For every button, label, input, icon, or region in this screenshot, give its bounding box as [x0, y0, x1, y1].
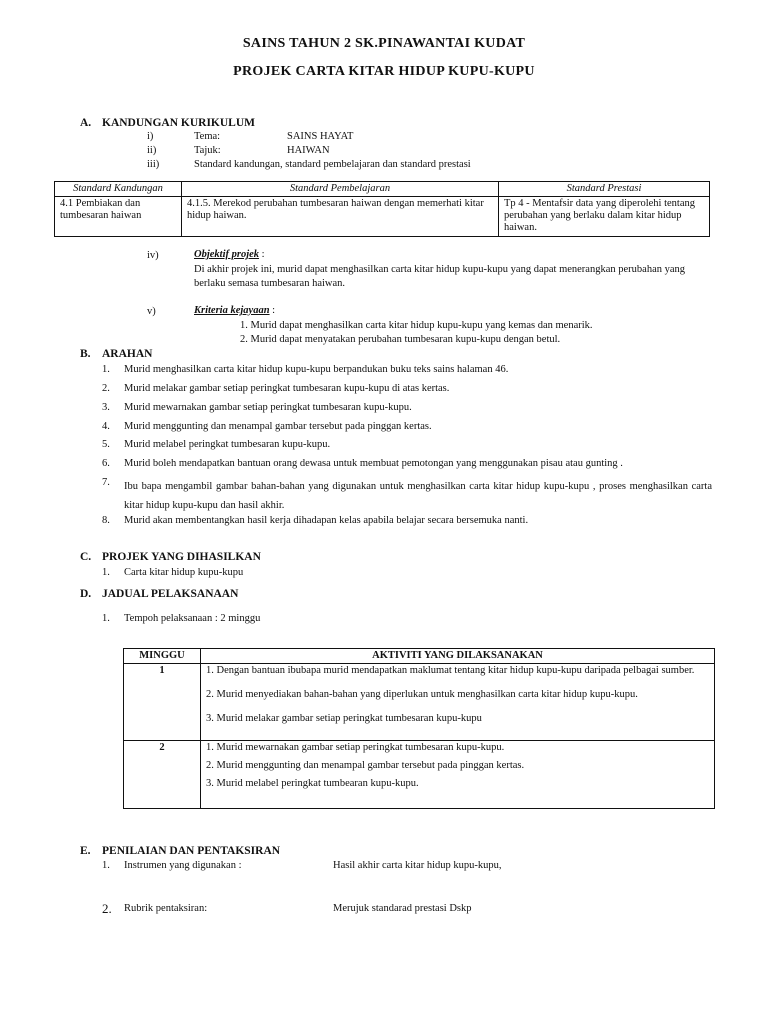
activities-cell [201, 741, 715, 809]
list-item: Carta kitar hidup kupu-kupu [124, 567, 244, 578]
objektif-colon: : [259, 249, 265, 260]
activity-line: 2. Murid menggunting dan menampal gambar tersebut pada pinggan kertas. [206, 760, 525, 771]
list-label: Rubrik pentaksiran: [124, 903, 208, 914]
list-num: 8. [102, 515, 110, 526]
activity-line: 2. Murid menyediakan bahan-bahan yang diperlukan untuk menghasilkan carta kitar hidup kupu-kupu. [206, 689, 638, 700]
list-num: 4. [102, 421, 110, 432]
document-subtitle: PROJEK CARTA KITAR HIDUP KUPU-KUPU [233, 64, 535, 79]
section-c-heading: PROJEK YANG DIHASILKAN [102, 551, 261, 563]
list-num: 1. [102, 567, 110, 578]
list-item: Murid melabel peringkat tumbesaran kupu-kupu. [124, 439, 331, 450]
list-num: 1. [102, 364, 110, 375]
item-value: SAINS HAYAT [287, 131, 354, 142]
activities-cell [201, 664, 715, 741]
item-label: Tema: [194, 131, 221, 142]
kriteria-item: 1. Murid dapat menghasilkan carta kitar hidup kupu-kupu yang kemas dan menarik. [240, 320, 593, 331]
activity-line: 3. Murid melakar gambar setiap peringkat tumbesaran kupu-kupu [206, 713, 482, 724]
activity-line: 1. Dengan bantuan ibubapa murid mendapatkan maklumat tentang kitar hidup kupu-kupu daripada pelbagai sumber. [206, 665, 695, 676]
objektif-text: Di akhir projek ini, murid dapat menghasilkan carta kitar hidup kupu-kupu yang dapat menerangkan perubahan yang berlaku semasa tumbesaran haiwan. [194, 264, 686, 289]
kriteria-heading [194, 305, 275, 316]
list-value: Merujuk standarad prestasi Dskp [333, 903, 472, 914]
objektif-label: Objektif projek [194, 249, 260, 260]
table-header: AKTIVITI YANG DILAKSANAKAN [201, 649, 715, 664]
document-title: SAINS TAHUN 2 SK.PINAWANTAI KUDAT [242, 36, 526, 51]
section-b-heading: ARAHAN [102, 348, 153, 360]
item-label: Tajuk: [194, 145, 221, 156]
standards-table [54, 181, 710, 237]
table-header: Standard Kandungan [55, 182, 182, 197]
list-item: Tempoh pelaksanaan : 2 minggu [124, 613, 261, 624]
section-c-letter: C. [80, 551, 92, 563]
item-num: iii) [147, 159, 160, 170]
list-item: Murid boleh mendapatkan bantuan orang dewasa untuk membuat pemotongan yang menggunakan pisau atau gunting . [124, 458, 623, 469]
item-num: i) [147, 131, 154, 142]
list-item: Murid melakar gambar setiap peringkat tumbesaran kupu-kupu di atas kertas. [124, 383, 450, 394]
list-num: 6. [102, 458, 110, 469]
item-num: v) [147, 306, 156, 317]
objektif-heading [194, 249, 265, 260]
list-num: 1. [102, 613, 110, 624]
schedule-table [123, 648, 715, 809]
section-b-letter: B. [80, 348, 91, 360]
list-num: 2. [102, 383, 110, 394]
kriteria-label: Kriteria kejayaan [194, 305, 270, 316]
list-num: 3. [102, 402, 110, 413]
section-d-letter: D. [80, 588, 92, 600]
activity-line: 3. Murid melabel peringkat tumbearan kupu-kupu. [206, 778, 419, 789]
list-item: Murid menghasilkan carta kitar hidup kupu-kupu berpandukan buku teks sains halaman 46. [124, 364, 509, 375]
table-header: MINGGU [124, 649, 201, 664]
table-header: Standard Prestasi [499, 182, 710, 197]
table-cell: 4.1 Pembiakan dan tumbesaran haiwan [55, 197, 182, 237]
table-cell: 4.1.5. Merekod perubahan tumbesaran haiwan dengan memerhati kitar hidup haiwan. [182, 197, 499, 237]
list-item: Ibu bapa mengambil gambar bahan-bahan yang digunakan untuk menghasilkan carta kitar hidup kupu-kupu , proses menghasilkan carta kitar hidup kupu-kupu dan hasil akhir. [124, 481, 712, 511]
list-num: 5. [102, 439, 110, 450]
kriteria-item: 2. Murid dapat menyatakan perubahan tumbesaran kupu-kupu dengan betul. [240, 334, 561, 345]
list-num: 2. [102, 901, 112, 916]
list-num: 1. [102, 860, 110, 871]
list-num: 7. [102, 477, 110, 488]
table-cell: Tp 4 - Mentafsir data yang diperolehi tentang perubahan yang berlaku dalam kitar hidup haiwan. [499, 197, 710, 237]
list-value: Hasil akhir carta kitar hidup kupu-kupu, [333, 860, 502, 871]
list-item: Murid menggunting dan menampal gambar tersebut pada pinggan kertas. [124, 421, 432, 432]
item-value: HAIWAN [287, 145, 330, 156]
week-cell: 2 [124, 741, 201, 809]
section-d-heading: JADUAL PELAKSANAAN [102, 588, 239, 600]
item-label: Standard kandungan, standard pembelajaran dan standard prestasi [194, 159, 471, 170]
week-cell: 1 [124, 664, 201, 741]
section-a-heading: KANDUNGAN KURIKULUM [102, 117, 256, 129]
list-item: Murid mewarnakan gambar setiap peringkat tumbesaran kupu-kupu. [124, 402, 412, 413]
list-label: Instrumen yang digunakan : [124, 860, 242, 871]
kriteria-colon: : [269, 305, 276, 316]
item-num: ii) [147, 145, 157, 156]
section-e-heading: PENILAIAN DAN PENTAKSIRAN [102, 845, 281, 857]
list-item: Murid akan membentangkan hasil kerja dihadapan kelas apabila belajar secara bersemuka nanti. [124, 515, 529, 526]
section-e-letter: E. [80, 845, 91, 857]
activity-line: 1. Murid mewarnakan gambar setiap peringkat tumbesaran kupu-kupu. [206, 742, 505, 753]
item-num: iv) [147, 250, 159, 261]
table-header: Standard Pembelajaran [182, 182, 499, 197]
section-a-letter: A. [80, 117, 92, 129]
